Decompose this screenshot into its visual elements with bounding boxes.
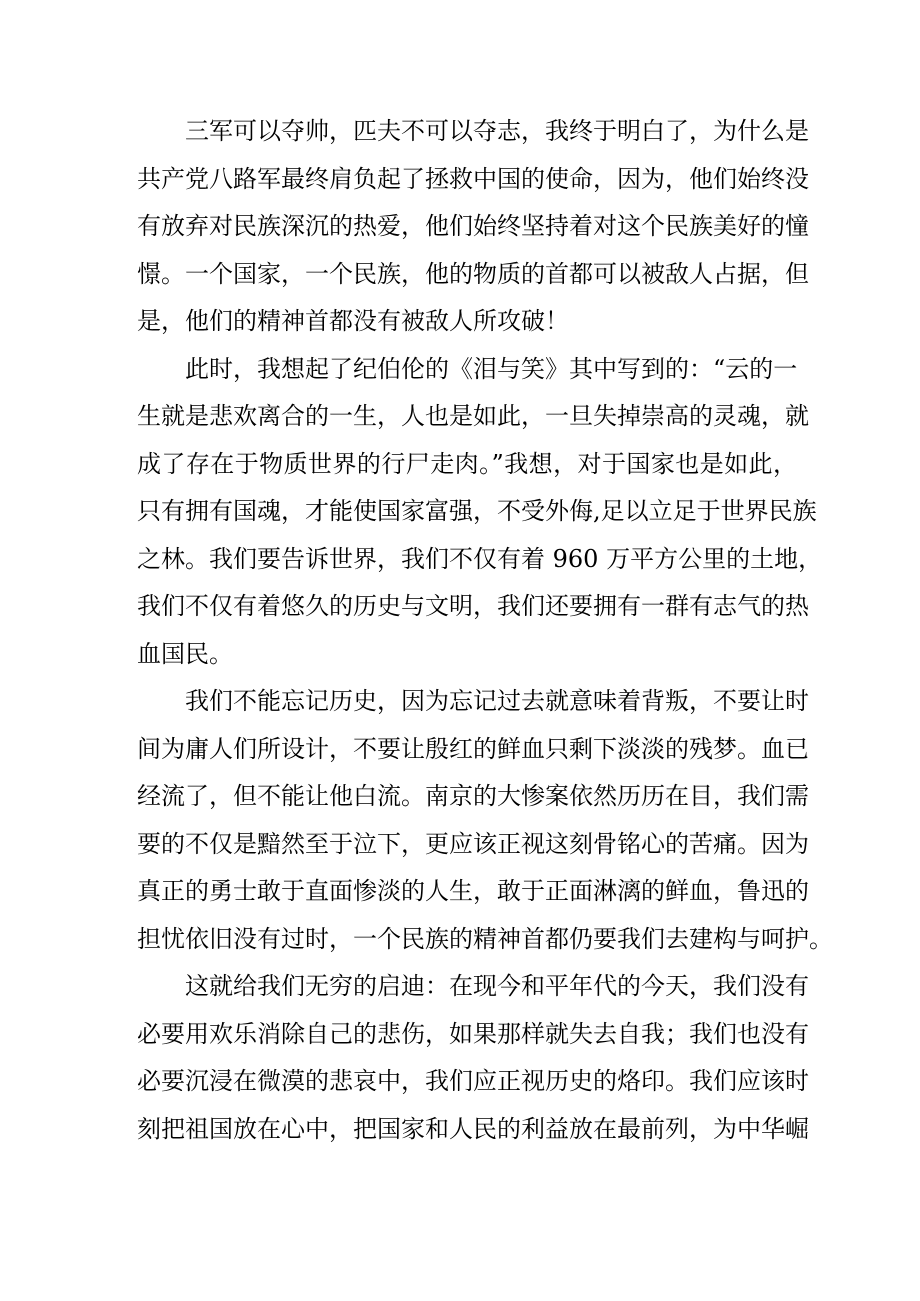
paragraph-1-line-5: 是，他们的精神首都没有被敌人所攻破！: [137, 307, 569, 335]
paragraph-2-line-7: 血国民。: [137, 640, 233, 668]
paragraph-3-line-5: 真正的勇士敢于直面惨淡的人生，敢于正面淋漓的鲜血，鲁迅的: [137, 877, 809, 905]
paragraph-2-line-1: 此时，我想起了纪伯伦的《泪与笑》其中写到的：“云的一: [185, 355, 798, 383]
paragraph-3-line-6: 担忧依旧没有过时，一个民族的精神首都仍要我们去建构与呵护。: [137, 925, 833, 953]
paragraph-3-line-2: 间为庸人们所设计，不要让殷红的鲜血只剩下淡淡的残梦。血已: [137, 735, 809, 763]
paragraph-2-line-5: 之林。我们要告诉世界，我们不仅有着 960 万平方公里的土地，: [137, 545, 823, 573]
paragraph-1-line-4: 憬。一个国家，一个民族，他的物质的首都可以被敌人占据，但: [137, 260, 809, 288]
paragraph-4-line-4: 刻把祖国放在心中，把国家和人民的利益放在最前列，为中华崛: [137, 1115, 809, 1143]
paragraph-3-line-3: 经流了，但不能让他白流。南京的大惨案依然历历在目，我们需: [137, 782, 809, 810]
paragraph-3-line-4: 要的不仅是黯然至于泣下，更应该正视这刻骨铭心的苦痛。因为: [137, 830, 809, 858]
paragraph-4-line-3: 必要沉浸在微漠的悲哀中，我们应正视历史的烙印。我们应该时: [137, 1067, 809, 1095]
paragraph-4-line-2: 必要用欢乐消除自己的悲伤，如果那样就失去自我；我们也没有: [137, 1020, 809, 1048]
paragraph-1-line-1: 三军可以夺帅，匹夫不可以夺志，我终于明白了，为什么是: [185, 117, 809, 145]
paragraph-3-line-1: 我们不能忘记历史，因为忘记过去就意味着背叛，不要让时: [185, 687, 809, 715]
paragraph-4-line-1: 这就给我们无穷的启迪：在现今和平年代的今天，我们没有: [185, 972, 809, 1000]
paragraph-1-line-2: 共产党八路军最终肩负起了拯救中国的使命，因为，他们始终没: [137, 165, 809, 193]
paragraph-2-line-4: 只有拥有国魂，才能使国家富强，不受外侮,足以立足于世界民族: [137, 497, 817, 525]
paragraph-2-line-6: 我们不仅有着悠久的历史与文明，我们还要拥有一群有志气的热: [137, 592, 809, 620]
paragraph-2-line-2: 生就是悲欢离合的一生，人也是如此，一旦失掉崇高的灵魂，就: [137, 402, 809, 430]
paragraph-2-line-3: 成了存在于物质世界的行尸走肉。”我想，对于国家也是如此，: [137, 450, 797, 478]
paragraph-1-line-3: 有放弃对民族深沉的热爱，他们始终坚持着对这个民族美好的憧: [137, 212, 809, 240]
